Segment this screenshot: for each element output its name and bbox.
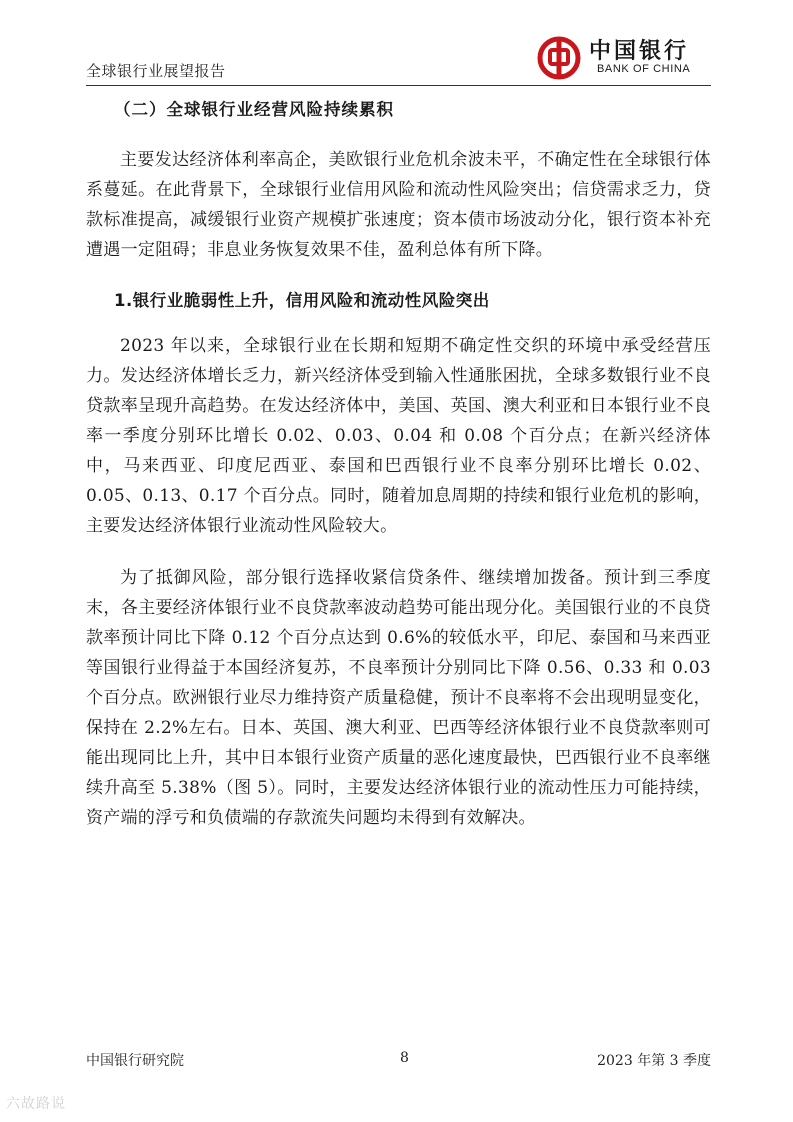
watermark: 六故路说 xyxy=(6,1096,66,1112)
section-intro-paragraph: 主要发达经济体利率高企，美欧银行业危机余波未平，不确定性在全球银行体系蔓延。在此背景下，全球银行业信用风险和流动性风险突出；信贷需求乏力，贷款标准提高，减缓银行业资产规模扩张速度；资本债市场波动分化，银行资本补充遭遇一定阻碍；非息业务恢复效果不佳，盈利总体有所下降。 xyxy=(86,150,711,260)
subsection-paragraph-1: 2023 年以来，全球银行业在长期和短期不确定性交织的环境中承受经营压力。发达经济体增长乏力，新兴经济体受到输入性通胀困扰，全球多数银行业不良贷款率呈现升高趋势。在发达经济体中，美国、英国、澳大利亚和日本银行业不良率一季度分别环比增长 0.02、0.03、0.04 和 0.08 个百分点；在新兴经济体中，马来西亚、印度尼西亚、泰国和巴西银行业不良率分别环比增长 0.02、0.05、0.13、0.17 个百分点。同时，随着加息周期的持续和银行业危机的影响，主要发达经济体银行业流动性风险较大。 xyxy=(86,336,711,536)
page-body xyxy=(86,92,711,833)
subsection-heading: 1.银行业脆弱性上升，信用风险和流动性风险突出 xyxy=(114,291,490,310)
report-title: 全球银行业展望报告 xyxy=(86,62,226,80)
logo-english-name: BANK OF CHINA xyxy=(597,63,691,75)
subsection-paragraph-2: 为了抵御风险，部分银行选择收紧信贷条件、继续增加拨备。预计到三季度末，各主要经济体银行业不良贷款率波动趋势可能出现分化。美国银行业的不良贷款率预计同比下降 0.12 个百分点达到 0.6%的较低水平，印尼、泰国和马来西亚等国银行业得益于本国经济复苏，不良率预计分别同比下降 0.56、0.33 和 0.03 个百分点。欧洲银行业尽力维持资产质量稳健，预计不良率将不会出现明显变化，保持在 2.2%左右。日本、英国、澳大利亚、巴西等经济体银行业不良贷款率则可能出现同比上升，其中日本银行业资产质量的恶化速度最快，巴西银行业不良率继续升高至 5.38%（图 5）。同时，主要发达经济体银行业的流动性压力可能持续，资产端的浮亏和负债端的存款流失问题均未得到有效解决。 xyxy=(86,568,711,828)
boc-emblem-icon xyxy=(537,36,581,80)
page-number: 8 xyxy=(400,1050,409,1066)
logo-chinese-name: 中国银行 xyxy=(589,38,690,64)
page-header xyxy=(86,34,711,84)
footer-organization: 中国银行研究院 xyxy=(86,1053,184,1069)
section-heading: （二）全球银行业经营风险持续累积 xyxy=(114,100,394,119)
header-divider xyxy=(86,85,711,86)
bank-of-china-logo xyxy=(537,34,707,80)
footer-period: 2023 年第 3 季度 xyxy=(597,1053,711,1069)
